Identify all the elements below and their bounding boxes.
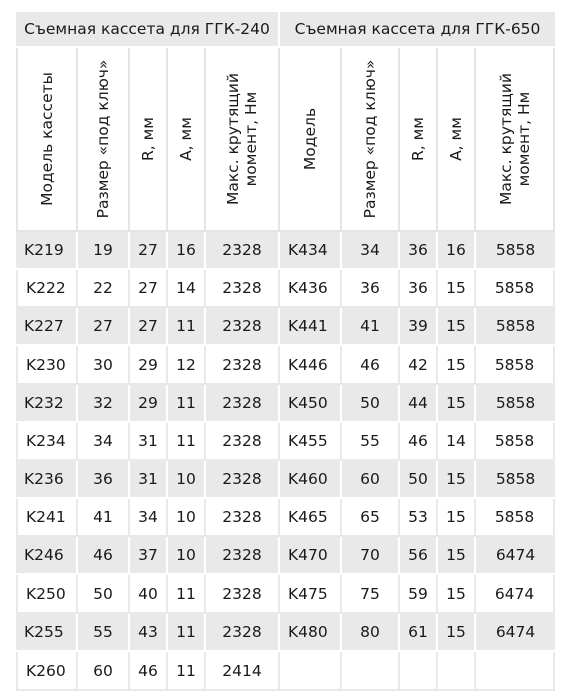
table-cell: 29 bbox=[130, 385, 168, 423]
column-header-label: A, мм bbox=[447, 117, 466, 161]
table-cell: 80 bbox=[342, 614, 400, 652]
table-cell: 50 bbox=[400, 461, 438, 499]
table-cell: 27 bbox=[130, 270, 168, 308]
table-cell: K455 bbox=[280, 423, 342, 461]
table-cell: 2328 bbox=[206, 614, 280, 652]
table-cell: 5858 bbox=[476, 385, 555, 423]
table-row bbox=[16, 614, 555, 652]
table-cell: 2414 bbox=[206, 652, 280, 691]
table-cell: 2328 bbox=[206, 346, 280, 385]
table-cell: 31 bbox=[130, 461, 168, 499]
table-cell: K227 bbox=[16, 308, 78, 346]
table-cell: 14 bbox=[168, 270, 206, 308]
table-cell: 15 bbox=[438, 270, 476, 308]
table-cell: 55 bbox=[342, 423, 400, 461]
table-cell: K219 bbox=[16, 232, 78, 270]
table-cell: K246 bbox=[16, 537, 78, 575]
table-cell: 36 bbox=[342, 270, 400, 308]
column-header-label: Модель кассеты bbox=[38, 72, 56, 206]
table-cell: 10 bbox=[168, 461, 206, 499]
table-cell: 15 bbox=[438, 385, 476, 423]
table-cell: 30 bbox=[78, 346, 130, 385]
table-cell: 61 bbox=[400, 614, 438, 652]
table-cell: 15 bbox=[438, 346, 476, 385]
table-cell: K232 bbox=[16, 385, 78, 423]
table-cell: 27 bbox=[78, 308, 130, 346]
table-cell: 11 bbox=[168, 423, 206, 461]
table-cell: 40 bbox=[130, 575, 168, 614]
table-cell: 42 bbox=[400, 346, 438, 385]
table-cell: 5858 bbox=[476, 308, 555, 346]
table-cell: K434 bbox=[280, 232, 342, 270]
table-row bbox=[16, 270, 555, 308]
table-row bbox=[16, 575, 555, 614]
column-header-label: Макс. крутящий момент, Нм bbox=[496, 72, 533, 206]
table-cell: K250 bbox=[16, 575, 78, 614]
table-cell: 16 bbox=[168, 232, 206, 270]
table-cell: 46 bbox=[78, 537, 130, 575]
table-cell: 60 bbox=[342, 461, 400, 499]
table-cell: 2328 bbox=[206, 423, 280, 461]
table-cell: 15 bbox=[438, 614, 476, 652]
table-cell: 46 bbox=[130, 652, 168, 691]
table-cell: 19 bbox=[78, 232, 130, 270]
table-row bbox=[16, 308, 555, 346]
table-cell: 43 bbox=[130, 614, 168, 652]
table-cell: K436 bbox=[280, 270, 342, 308]
table-cell: K470 bbox=[280, 537, 342, 575]
table-cell: 12 bbox=[168, 346, 206, 385]
table-cell: 34 bbox=[130, 499, 168, 537]
col-header-650-model bbox=[280, 48, 342, 232]
table-cell: 39 bbox=[400, 308, 438, 346]
table-cell: K450 bbox=[280, 385, 342, 423]
table-cell: 2328 bbox=[206, 461, 280, 499]
table-cell: K255 bbox=[16, 614, 78, 652]
table-cell: 75 bbox=[342, 575, 400, 614]
table-cell: K260 bbox=[16, 652, 78, 691]
group-header-ggk-240: Съемная кассета для ГГК-240 bbox=[16, 12, 280, 48]
table-cell: 10 bbox=[168, 537, 206, 575]
table-cell: K241 bbox=[16, 499, 78, 537]
table-row bbox=[16, 232, 555, 270]
table-cell: 11 bbox=[168, 385, 206, 423]
table-cell: 2328 bbox=[206, 232, 280, 270]
table-cell: 46 bbox=[342, 346, 400, 385]
table-cell: 59 bbox=[400, 575, 438, 614]
table-cell: 27 bbox=[130, 232, 168, 270]
column-header-label: Модель bbox=[301, 107, 320, 171]
table-cell: 11 bbox=[168, 575, 206, 614]
table-cell: 70 bbox=[342, 537, 400, 575]
table-cell: K460 bbox=[280, 461, 342, 499]
table-cell: 2328 bbox=[206, 385, 280, 423]
table-cell: 5858 bbox=[476, 423, 555, 461]
table-cell bbox=[476, 652, 555, 691]
table-cell: 5858 bbox=[476, 346, 555, 385]
col-header-240-a bbox=[168, 48, 206, 232]
table-row bbox=[16, 537, 555, 575]
table-cell: 14 bbox=[438, 423, 476, 461]
table-cell: K446 bbox=[280, 346, 342, 385]
col-header-240-r bbox=[130, 48, 168, 232]
table-cell: 41 bbox=[78, 499, 130, 537]
table-cell: 11 bbox=[168, 652, 206, 691]
table-cell: K480 bbox=[280, 614, 342, 652]
table-cell: K230 bbox=[16, 346, 78, 385]
table-cell: K236 bbox=[16, 461, 78, 499]
table-cell bbox=[280, 652, 342, 691]
cassette-table-container bbox=[16, 12, 555, 691]
table-cell: 15 bbox=[438, 461, 476, 499]
table-cell: 56 bbox=[400, 537, 438, 575]
table-row bbox=[16, 461, 555, 499]
table-row bbox=[16, 385, 555, 423]
table-cell: 2328 bbox=[206, 270, 280, 308]
table-cell: 6474 bbox=[476, 575, 555, 614]
table-cell: 34 bbox=[342, 232, 400, 270]
col-header-240-model bbox=[16, 48, 78, 232]
table-cell: 53 bbox=[400, 499, 438, 537]
col-header-650-key-size bbox=[342, 48, 400, 232]
cassette-spec-table bbox=[16, 12, 555, 691]
col-header-240-max-torque bbox=[206, 48, 280, 232]
table-cell: 34 bbox=[78, 423, 130, 461]
column-header-label: R, мм bbox=[139, 116, 157, 162]
table-cell bbox=[400, 652, 438, 691]
table-cell: 2328 bbox=[206, 308, 280, 346]
table-row bbox=[16, 499, 555, 537]
table-cell: 50 bbox=[342, 385, 400, 423]
table-cell: 2328 bbox=[206, 499, 280, 537]
table-cell: 36 bbox=[400, 270, 438, 308]
table-cell: K465 bbox=[280, 499, 342, 537]
col-header-650-r bbox=[400, 48, 438, 232]
table-cell: 65 bbox=[342, 499, 400, 537]
table-row bbox=[16, 423, 555, 461]
column-header-label: A, мм bbox=[177, 117, 195, 161]
table-cell: 44 bbox=[400, 385, 438, 423]
col-header-650-max-torque bbox=[476, 48, 555, 232]
table-cell: 5858 bbox=[476, 461, 555, 499]
table-cell: 6474 bbox=[476, 537, 555, 575]
table-cell: K234 bbox=[16, 423, 78, 461]
table-cell: 5858 bbox=[476, 232, 555, 270]
table-cell: 36 bbox=[78, 461, 130, 499]
table-cell: 10 bbox=[168, 499, 206, 537]
table-cell: K475 bbox=[280, 575, 342, 614]
table-row bbox=[16, 346, 555, 385]
column-header-label: Размер «под ключ» bbox=[361, 59, 380, 219]
table-cell: 27 bbox=[130, 308, 168, 346]
table-cell: 2328 bbox=[206, 575, 280, 614]
table-cell: 15 bbox=[438, 499, 476, 537]
table-cell: 6474 bbox=[476, 614, 555, 652]
table-cell: 29 bbox=[130, 346, 168, 385]
table-cell: 11 bbox=[168, 614, 206, 652]
table-cell: 11 bbox=[168, 308, 206, 346]
table-cell bbox=[342, 652, 400, 691]
table-cell: 16 bbox=[438, 232, 476, 270]
table-cell: 22 bbox=[78, 270, 130, 308]
col-header-650-a bbox=[438, 48, 476, 232]
table-cell: 37 bbox=[130, 537, 168, 575]
table-cell: 55 bbox=[78, 614, 130, 652]
column-header-label: Макс. крутящий момент, Нм bbox=[224, 72, 260, 206]
column-header-label: Размер «под ключ» bbox=[94, 59, 112, 219]
table-cell: 15 bbox=[438, 575, 476, 614]
table-cell: 5858 bbox=[476, 499, 555, 537]
table-cell: 31 bbox=[130, 423, 168, 461]
table-cell: 36 bbox=[400, 232, 438, 270]
table-cell: 50 bbox=[78, 575, 130, 614]
table-cell: 60 bbox=[78, 652, 130, 691]
column-header-label: R, мм bbox=[409, 116, 428, 162]
table-cell: 41 bbox=[342, 308, 400, 346]
table-cell: 15 bbox=[438, 308, 476, 346]
table-cell: K222 bbox=[16, 270, 78, 308]
col-header-240-key-size bbox=[78, 48, 130, 232]
table-cell: 2328 bbox=[206, 537, 280, 575]
table-cell: 32 bbox=[78, 385, 130, 423]
table-cell bbox=[438, 652, 476, 691]
table-cell: 15 bbox=[438, 537, 476, 575]
table-cell: 5858 bbox=[476, 270, 555, 308]
group-header-ggk-650: Съемная кассета для ГГК-650 bbox=[280, 12, 555, 48]
table-cell: K441 bbox=[280, 308, 342, 346]
table-cell: 46 bbox=[400, 423, 438, 461]
table-row bbox=[16, 652, 555, 691]
